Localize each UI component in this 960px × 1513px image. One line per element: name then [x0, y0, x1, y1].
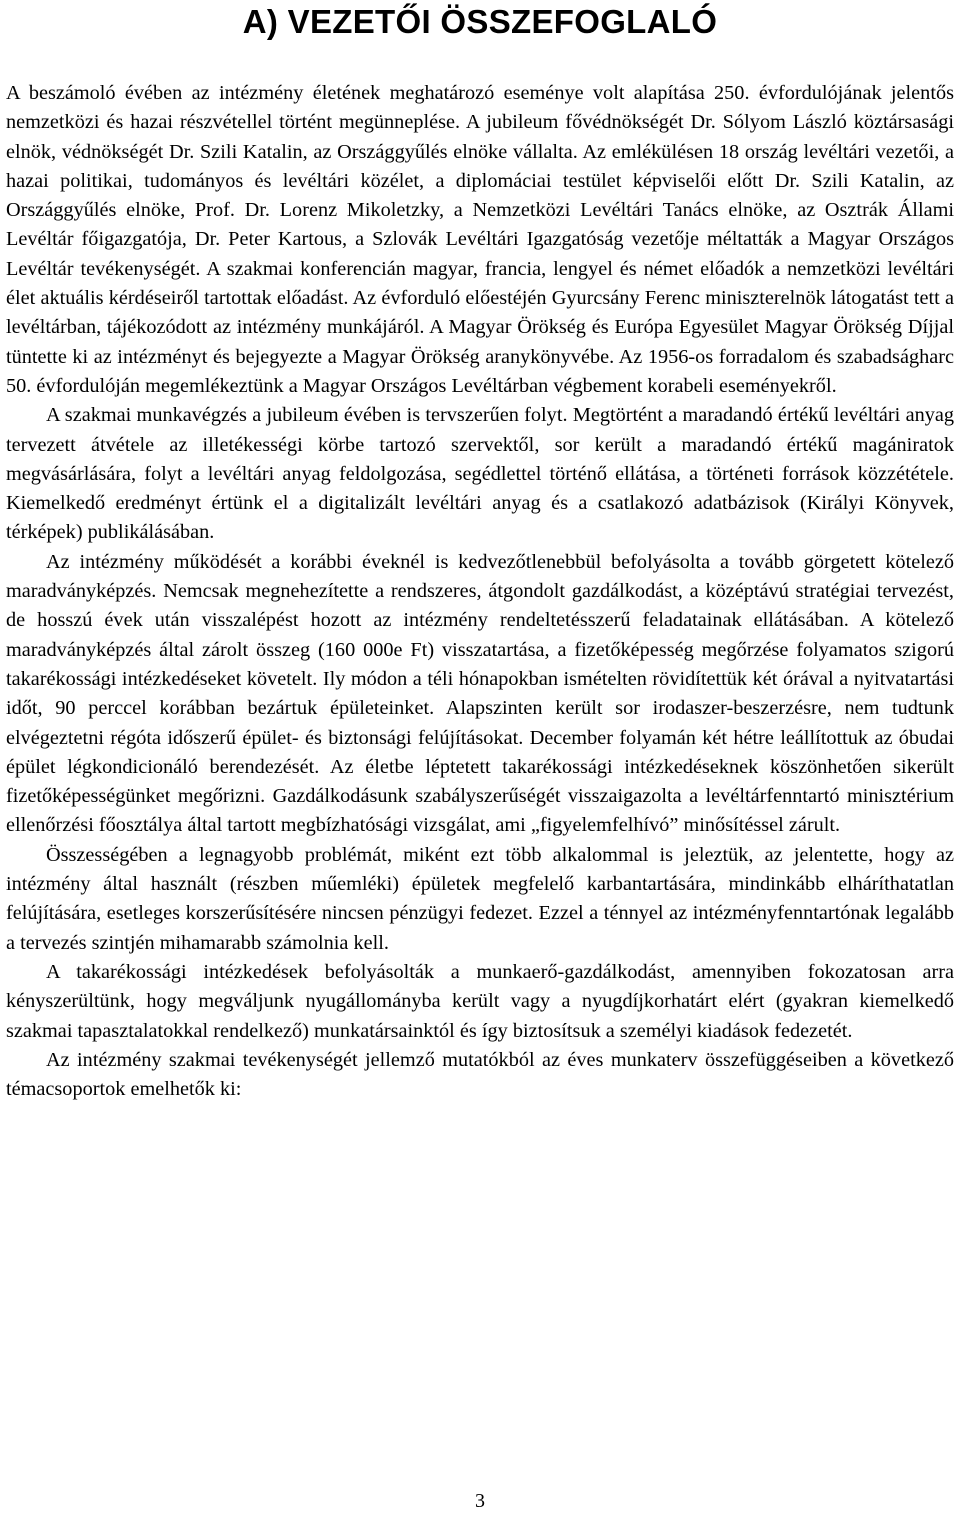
body-text — [6, 79, 954, 1104]
paragraph-3: Az intézmény működését a korábbi éveknél is kedvezőtlenebbül befolyásolta a tovább görgetett kötelező maradványképzés. Nemcsak megnehezítette a rendszeres, átgondolt gazdálkodást, a középtávú stratégiai tervezést, de hosszú évek után visszalépést hozott az intézmény rendeltetésszerű feladatainak ellátásában. A kötelező maradványképzés által zárolt összeg (160 000e Ft) visszatartása, a fizetőképesség megőrzése folyamatos szigorú takarékossági intézkedéseket követelt. Ily módon a téli hónapokban ismételten rövidítettük két órával a nyitvatartási időt, 90 perccel korábban bezártuk épületeinket. Alapszinten került sor irodaszer-beszerzésre, nem tudtunk elvégeztetni régóta időszerű épület- és biztonsági felújításokat. December folyamán két hétre leállítottuk az óbudai épület légkondicionáló berendezését. Az életbe léptetett takarékossági intézkedéseknek köszönhetően sikerült fizetőképességünket megőrizni. Gazdálkodásunk szabályszerűségét visszaigazolta a levéltárfenntartó minisztérium ellenőrzési főosztálya által tartott megbízhatósági vizsgálat, ami „figyelemfelhívó” minősítéssel zárult. — [6, 550, 954, 837]
paragraph-1: A beszámoló évében az intézmény életének meghatározó eseménye volt alapítása 250. évfordulójának jelentős nemzetközi és hazai részvétellel történt megünneplése. A jubileum fővédnökségét Dr. Sólyom László köztársasági elnök, védnökségét Dr. Szili Katalin, az Országgyűlés elnöke vállalta. Az emlékülésen 18 ország levéltári vezetői, a hazai politikai, tudományos és levéltári közélet, a diplomáciai testület képviselői előtt Dr. Szili Katalin, az Országgyűlés elnöke, Prof. Dr. Lorenz Mikoletzky, a Nemzetközi Levéltári Tanács elnöke, az Osztrák Állami Levéltár főigazgatója, Dr. Peter Kartous, a Szlovák Levéltári Igazgatóság vezetője méltatták a Magyar Országos Levéltár tevékenységét. A szakmai konferencián magyar, francia, lengyel és német előadók a nemzetközi levéltári élet aktuális kérdéseiről tartottak előadást. Az évforduló előestéjén Gyurcsány Ferenc miniszterelnök látogatást tett a levéltárban, tájékozódott az intézmény munkájáról. A Magyar Örökség és Európa Egyesület Magyar Örökség Díjjal tüntette ki az intézményt és bejegyezte a Magyar Örökség aranykönyvébe. Az 1956-os forradalom és szabadságharc 50. évfordulóján megemlékeztünk a Magyar Országos Levéltárban végbement korabeli eseményekről. — [6, 82, 954, 397]
paragraph-6: Az intézmény szakmai tevékenységét jellemző mutatókból az éves munkaterv összefüggéseiben a következő témacsoportok emelhetők ki: — [6, 1048, 954, 1101]
page-number: 3 — [475, 1490, 485, 1512]
paragraph-4: Összességében a legnagyobb problémát, miként ezt több alkalommal is jeleztük, az jelentette, hogy az intézmény által használt (részben műemléki) épületek megfelelő karbantartására, mindinkább elháríthatatlan felújítására, esetleges korszerűsítésére nincsen pénzügyi fedezet. Ezzel a ténnyel az intézményfenntartónak legalább a tervezés szintjén mihamarabb számolnia kell. — [6, 843, 954, 954]
section-heading: A) VEZETŐI ÖSSZEFOGLALÓ — [242, 3, 718, 40]
paragraph-5: A takarékossági intézkedések befolyásolták a munkaerő-gazdálkodást, amennyiben fokozatosan arra kényszerültünk, hogy megváljunk nyugállományba került vagy a nyugdíjkorhatárt elért (gyakran kiemelkedő szakmai tapasztalatokkal rendelkező) munkatársainktól és így biztosítsuk a személyi kiadások fedezetét. — [6, 960, 954, 1042]
paragraph-2: A szakmai munkavégzés a jubileum évében is tervszerűen folyt. Megtörtént a maradandó értékű levéltári anyag tervezett átvétele az illetékességi körbe tartozó szervektől, sor került a maradandó értékű magániratok megvásárlására, folyt a levéltári anyag feldolgozása, segédlettel történő ellátása, a történeti források közzététele. Kiemelkedő eredményt értünk el a digitalizált levéltári anyag és a csatlakozó adatbázisok (Királyi Könyvek, térképek) publikálásában. — [6, 404, 954, 544]
